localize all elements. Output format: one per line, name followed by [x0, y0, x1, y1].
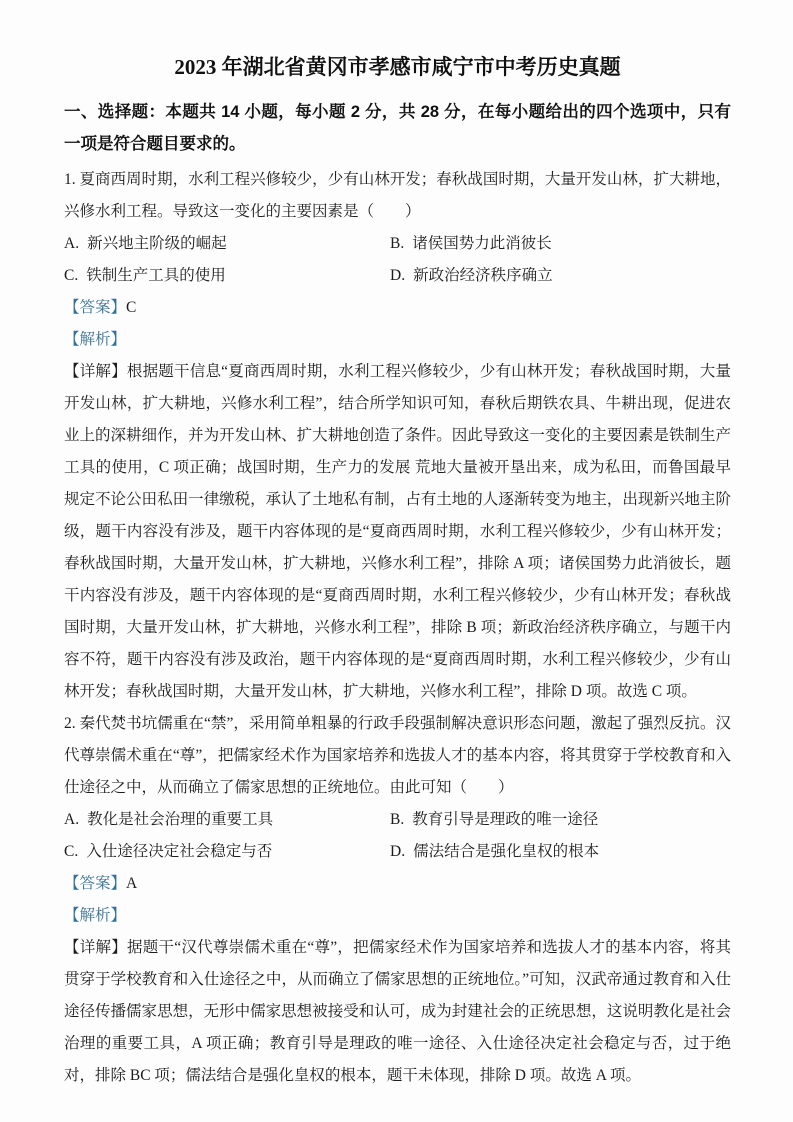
question-2-options — [64, 804, 731, 868]
analysis-label: 【解析】 — [64, 907, 127, 924]
question-2-detail — [64, 932, 731, 1092]
detail-label: 【详解】 — [64, 939, 128, 956]
detail-text: 根据题干信息“夏商西周时期，水利工程兴修较少，少有山林开发；春秋战国时期，大量开发山林，扩大耕地，兴修水利工程”，结合所学知识可知，春秋后期铁农具、牛耕出现，促进农业上的深耕细作，并为开发山林、扩大耕地创造了条件。因此导致这一变化的主要因素是铁制生产工具的使用，C 项正确；战国时期，生产力的发展 荒地大量被开垦出来，成为私田，而鲁国最早规定不论公田私田一律缴税，承认了土地私有制，占有土地的人逐渐转变为地主，出现新兴地主阶级，题干内容没有涉及，题干内容体现的是“夏商西周时期，水利工程兴修较少，少有山林开发；春秋战国时期，大量开发山林，扩大耕地，兴修水利工程”，排除 A 项；诸侯国势力此消彼长，题干内容没有涉及，题干内容体现的是“夏商西周时期，水利工程兴修较少，少有山林开发；春秋战国时期，大量开发山林，扩大耕地，兴修水利工程”，排除 B 项；新政治经济秩序确立，与题干内容不符，题干内容没有涉及政治，题干内容体现的是“夏商西周时期，水利工程兴修较少，少有山林开发；春秋战国时期，大量开发山林，扩大耕地，兴修水利工程”，排除 D 项。故选 C 项。 — [64, 363, 731, 700]
option-key: A. — [64, 235, 80, 252]
question-block-2 — [64, 708, 731, 1092]
option-key: C. — [64, 267, 79, 284]
question-1-option-b — [390, 228, 731, 260]
section-header: 一、选择题：本题共 14 小题，每小题 2 分，共 28 分，在每小题给出的四个选项中，只有一项是符合题目要求的。 — [64, 103, 731, 153]
question-1-detail — [64, 356, 731, 708]
question-2-analysis-line — [64, 900, 731, 932]
answer-value: C — [126, 299, 137, 316]
question-2-option-b — [390, 804, 731, 836]
option-key: B. — [390, 235, 405, 252]
option-text: 教化是社会治理的重要工具 — [87, 811, 274, 828]
option-text: 诸侯国势力此消彼长 — [412, 235, 552, 252]
question-2-option-c — [64, 836, 390, 868]
question-1-option-a — [64, 228, 390, 260]
option-key: D. — [390, 843, 406, 860]
question-2-stem: 2. 秦代焚书坑儒重在“禁”，采用简单粗暴的行政手段强制解决意识形态问题，激起了强烈反抗。汉代尊崇儒术重在“尊”，把儒家经术作为国家培养和选拔人才的基本内容，将其贯穿于学校教育和入仕途径之中，从而确立了儒家思想的正统地位。由此可知（ ） — [64, 715, 731, 796]
option-text: 铁制生产工具的使用 — [86, 267, 226, 284]
question-2-answer-line — [64, 868, 731, 900]
option-text: 教育引导是理政的唯一途径 — [412, 811, 599, 828]
answer-label: 【答案】 — [64, 875, 127, 892]
question-1-analysis-line — [64, 324, 731, 356]
option-text: 儒法结合是强化皇权的根本 — [413, 843, 600, 860]
analysis-label: 【解析】 — [64, 331, 127, 348]
option-text: 新政治经济秩序确立 — [413, 267, 553, 284]
question-block-1 — [64, 164, 731, 708]
option-key: C. — [64, 843, 79, 860]
option-text: 新兴地主阶级的崛起 — [87, 235, 227, 252]
option-key: D. — [390, 267, 406, 284]
question-2-option-a — [64, 804, 390, 836]
question-1-answer-line — [64, 292, 731, 324]
answer-value: A — [126, 875, 138, 892]
document-title: 2023 年湖北省黄冈市孝感市咸宁市中考历史真题 — [174, 55, 621, 79]
option-key: B. — [390, 811, 405, 828]
question-1-option-c — [64, 260, 390, 292]
question-1-stem: 1. 夏商西周时期，水利工程兴修较少，少有山林开发；春秋战国时期，大量开发山林，扩大耕地，兴修水利工程。导致这一变化的主要因素是（ ） — [64, 171, 731, 220]
answer-label: 【答案】 — [64, 299, 127, 316]
question-2-option-d — [390, 836, 731, 868]
question-1-option-d — [390, 260, 731, 292]
detail-label: 【详解】 — [64, 363, 127, 380]
option-text: 入仕途径决定社会稳定与否 — [86, 843, 273, 860]
option-key: A. — [64, 811, 80, 828]
question-1-options — [64, 228, 731, 292]
detail-text: 据题干“汉代尊崇儒术重在“尊”，把儒家经术作为国家培养和选拔人才的基本内容，将其贯穿于学校教育和入仕途径之中，从而确立了儒家思想的正统地位。”可知，汉武帝通过教育和入仕途径传播儒家思想，无形中儒家思想被接受和认可，成为封建社会的正统思想，这说明教化是社会治理的重要工具，A 项正确；教育引导是理政的唯一途径、入仕途径决定社会稳定与否，过于绝对，排除 BC 项；儒法结合是强化皇权的根本，题干未体现，排除 D 项。故选 A 项。 — [64, 939, 731, 1084]
